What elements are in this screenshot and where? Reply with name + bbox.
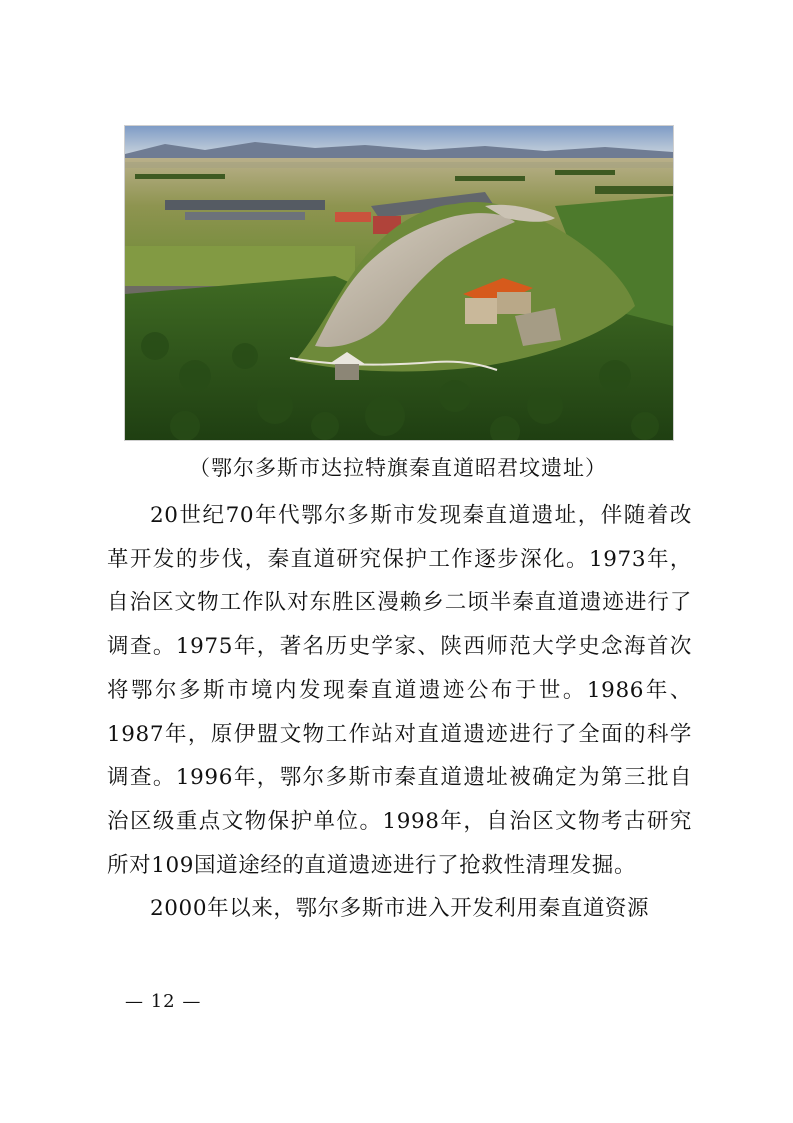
body-text — [107, 494, 692, 931]
page-number: — 12 — — [125, 991, 202, 1012]
figure-caption: （鄂尔多斯市达拉特旗秦直道昭君坟遗址） — [189, 456, 607, 480]
paragraph: 2000年以来，鄂尔多斯市进入开发利用秦直道资源 — [150, 896, 650, 922]
paragraph: 20世纪70年代鄂尔多斯市发现秦直道遗址，伴随着改革开发的步伐，秦直道研究保护工作逐步深化。1973年，自治区文物工作队对东胜区漫赖乡二顷半秦直道遗迹进行了调查。1975年，著名历史学家、陕西师范大学史念海首次将鄂尔多斯市境内发现秦直道遗迹公布于世。1986年、1987年，原伊盟文物工作站对直道遗迹进行了全面的科学调查。1996年，鄂尔多斯市秦直道遗址被确定为第三批自治区级重点文物保护单位。1998年，自治区文物考古研究所对109国道途经的直道遗迹进行了抢救性清理发掘。 — [107, 503, 692, 878]
aerial-photo-illustration — [125, 126, 673, 440]
aerial-photo-zhaojun-tomb — [124, 125, 674, 441]
